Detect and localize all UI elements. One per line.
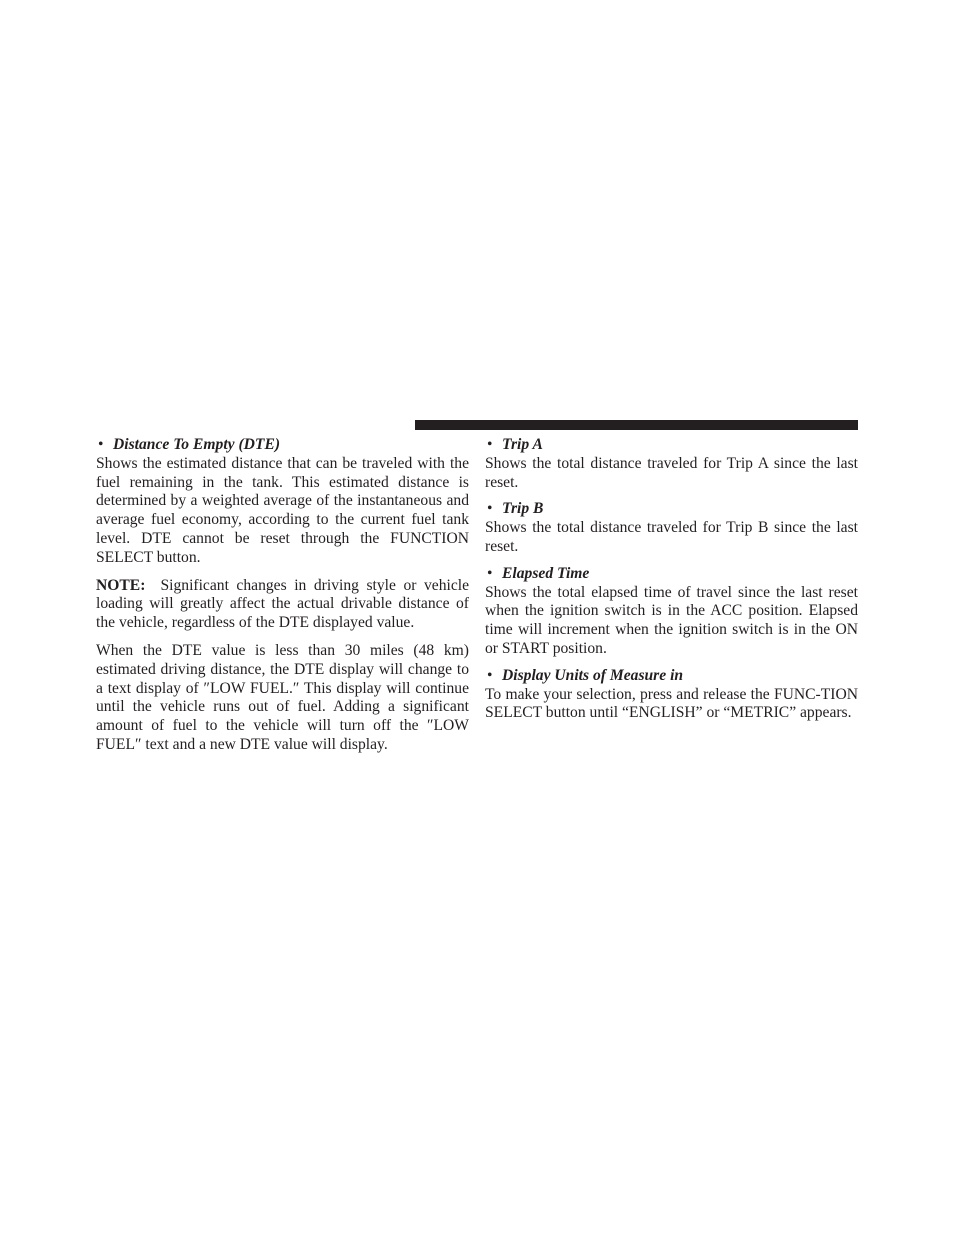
- elapsed-time-heading: [485, 565, 858, 584]
- trip-b-paragraph: Shows the total distance traveled for Trip B since the last reset.: [485, 519, 858, 555]
- bullet-icon: •: [487, 500, 493, 518]
- display-units-paragraph: To make your selection, press and release the FUNC-TION SELECT button until “ENGLISH” or “METRIC” appears.: [485, 685, 858, 722]
- bullet-icon: •: [487, 436, 493, 453]
- low-fuel-paragraph: When the DTE value is less than 30 miles (48 km) estimated driving distance, the DTE display will change to a text display of ″LOW FUEL.″ This display will continue until the vehicle runs out of fuel. Adding a significant amount of fuel to the vehicle will turn off the ″LOW FUEL″ text and a new DTE value will display.: [96, 641, 469, 753]
- trip-b-heading-text: Trip B: [502, 500, 544, 518]
- elapsed-time-heading-text: Elapsed Time: [502, 564, 590, 582]
- bullet-icon: •: [98, 436, 104, 453]
- display-units-heading: [485, 667, 858, 686]
- trip-a-heading-text: Trip A: [502, 436, 543, 453]
- note-label: NOTE:: [96, 576, 146, 594]
- note-text: Significant changes in driving style or vehicle loading will greatly affect the actual drivable distance of the vehicle, regardless of the DTE displayed value.: [96, 576, 469, 632]
- left-column: [96, 436, 469, 755]
- trip-a-heading: [485, 436, 858, 455]
- dte-heading: [96, 436, 469, 455]
- bullet-icon: •: [487, 666, 493, 684]
- dte-heading-text: Distance To Empty (DTE): [113, 436, 281, 453]
- right-column: [485, 436, 858, 723]
- display-units-heading-text: Display Units of Measure in: [502, 666, 684, 684]
- dte-paragraph: Shows the estimated distance that can be traveled with the fuel remaining in the tank. This estimated distance is determined by a weighted average of the instantaneous and average fuel economy, according to the current fuel tank level. DTE cannot be reset through the FUNCTION SELECT button.: [96, 454, 469, 566]
- note-paragraph: [96, 577, 469, 633]
- trip-a-paragraph: Shows the total distance traveled for Trip A since the last reset.: [485, 454, 858, 491]
- elapsed-time-paragraph: Shows the total elapsed time of travel since the last reset when the ignition switch is in the ACC position. Elapsed time will increment when the ignition switch is in the ON or START position.: [485, 583, 858, 657]
- bullet-icon: •: [487, 564, 493, 582]
- trip-b-heading: [485, 500, 858, 519]
- section-header-bar: [415, 420, 858, 430]
